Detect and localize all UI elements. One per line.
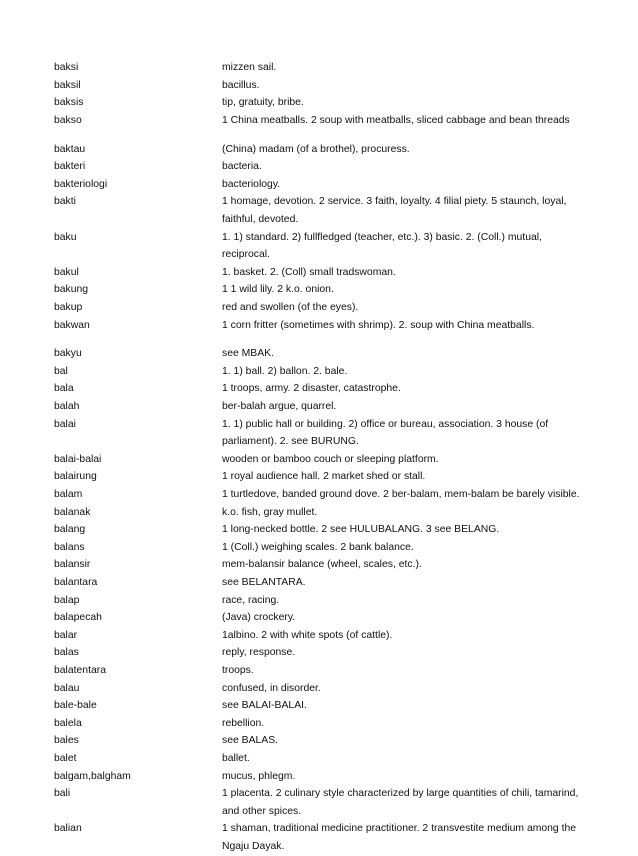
entry-definition: 1albino. 2 with white spots (of cattle). [222, 629, 393, 641]
entry-definition: troops. [222, 664, 254, 676]
entry-term: bakwan [54, 319, 90, 331]
entry-term: balai-balai [54, 453, 102, 465]
entry-term: balantara [54, 577, 98, 588]
entry-term: balansir [54, 559, 91, 571]
dictionary-entry [54, 59, 584, 77]
entry-definition: mucus, phlegm. [222, 770, 296, 782]
entry-term: balgam,balgham [54, 770, 131, 782]
entry-definition: see BELANTARA. [222, 577, 306, 588]
entry-definition: (China) madam (of a brothel), procuress. [222, 143, 410, 155]
dictionary-entry [54, 574, 584, 592]
entry-definition: bacteria. [222, 161, 262, 173]
entry-term: bala [54, 383, 74, 395]
dictionary-entry [54, 750, 584, 768]
entry-term: bal [54, 365, 68, 377]
dictionary-entry [54, 504, 584, 522]
dictionary-entries [54, 59, 584, 856]
dictionary-entry [54, 521, 584, 539]
dictionary-entry [54, 193, 584, 228]
entry-definition: reply, response. [222, 647, 296, 659]
dictionary-entry [54, 77, 584, 95]
entry-definition: race, racing. [222, 594, 280, 606]
dictionary-entry [54, 94, 584, 112]
entry-definition: rebellion. [222, 717, 265, 729]
entry-definition: 1 long-necked bottle. 2 see HULUBALANG. 3 see BELANG. [222, 524, 500, 536]
entry-definition: 1 homage, devotion. 2 service. 3 faith, loyalty. 4 filial piety. 5 staunch, loyal, faithful, devoted. [222, 196, 567, 225]
dictionary-entry [54, 380, 584, 398]
dictionary-entry [54, 398, 584, 416]
entry-definition: mizzen sail. [222, 62, 277, 73]
entry-term: balairung [54, 471, 97, 483]
dictionary-entry [54, 785, 584, 820]
entry-term: bakung [54, 284, 89, 296]
entry-term: balai [54, 418, 76, 430]
entry-term: baksil [54, 79, 81, 91]
dictionary-entry [54, 299, 584, 317]
entry-term: bakup [54, 301, 83, 313]
dictionary-entry [54, 158, 584, 176]
entry-term: bakul [54, 266, 79, 278]
entry-definition: 1. 1) standard. 2) fullfledged (teacher, etc.). 3) basic. 2. (Coll.) mutual, reciprocal. [222, 231, 542, 261]
dictionary-entry [54, 609, 584, 627]
dictionary-entry [54, 486, 584, 504]
entry-definition: red and swollen (of the eyes). [222, 301, 359, 313]
dictionary-entry [54, 592, 584, 610]
dictionary-entry [54, 556, 584, 574]
entry-term: baksi [54, 62, 79, 73]
dictionary-entry [54, 176, 584, 194]
entry-term: bakyu [54, 348, 82, 360]
entry-term: bales [54, 735, 79, 747]
entry-definition: ber-balah argue, quarrel. [222, 401, 337, 413]
entry-term: balas [54, 647, 79, 659]
dictionary-entry [54, 680, 584, 698]
dictionary-entry [54, 468, 584, 486]
entry-definition: 1 placenta. 2 culinary style characterized by large quantities of chili, tamarind, and other spices. [222, 788, 579, 817]
entry-term: balap [54, 594, 80, 606]
entry-definition: see BALAS. [222, 735, 279, 747]
entry-term: bakteriologi [54, 178, 108, 190]
entry-term: bakti [54, 196, 76, 208]
dictionary-entry [54, 317, 584, 335]
dictionary-entry [54, 345, 584, 363]
entry-definition: see BALAI-BALAI. [222, 700, 307, 712]
entry-term: balans [54, 541, 85, 553]
entry-definition: 1 (Coll.) weighing scales. 2 bank balance. [222, 541, 414, 553]
entry-definition: tip, gratuity, bribe. [222, 97, 304, 109]
entry-definition: 1 China meatballs. 2 soup with meatballs, sliced cabbage and bean threads [222, 114, 570, 126]
entry-definition: wooden or bamboo couch or sleeping platform. [222, 453, 439, 465]
entry-term: balar [54, 629, 78, 641]
entry-term: balanak [54, 506, 91, 518]
dictionary-entry [54, 539, 584, 557]
dictionary-entry [54, 141, 584, 159]
entry-definition: 1 royal audience hall. 2 market shed or stall. [222, 471, 426, 483]
entry-definition: 1 corn fritter (sometimes with shrimp). 2. soup with China meatballs. [222, 319, 535, 331]
dictionary-entry [54, 112, 584, 130]
dictionary-entry [54, 644, 584, 662]
entry-term: balatentara [54, 664, 106, 676]
dictionary-entry [54, 662, 584, 680]
entry-term: balam [54, 489, 83, 501]
entry-definition: mem-balansir balance (wheel, scales, etc.). [222, 559, 422, 571]
entry-definition: bacillus. [222, 79, 260, 91]
dictionary-entry [54, 768, 584, 786]
entry-term: bali [54, 788, 71, 800]
dictionary-entry [54, 715, 584, 733]
entry-definition: 1. 1) ball. 2) ballon. 2. bale. [222, 365, 348, 377]
entry-term: balang [54, 524, 86, 536]
entry-definition: 1 turtledove, banded ground dove. 2 ber-balam, mem-balam be barely visible. [222, 489, 580, 501]
entry-term: balian [54, 823, 82, 835]
dictionary-entry [54, 229, 584, 264]
dictionary-entry [54, 416, 584, 451]
entry-term: balela [54, 717, 82, 729]
entry-term: baktau [54, 143, 86, 155]
dictionary-entry [54, 281, 584, 299]
entry-term: balet [54, 752, 77, 764]
entry-definition: bacteriology. [222, 178, 281, 190]
entry-definition: 1. 1) public hall or building. 2) office or bureau, association. 3 house (of parliament). 2. see BURUNG. [222, 418, 549, 448]
entry-definition: 1. basket. 2. (Coll) small tradswoman. [222, 266, 396, 278]
entry-definition: 1 1 wild lily. 2 k.o. onion. [222, 284, 334, 296]
dictionary-entry [54, 264, 584, 282]
entry-term: balah [54, 401, 80, 413]
entry-definition: confused, in disorder. [222, 682, 321, 694]
dictionary-entry [54, 732, 584, 750]
entry-definition: ballet. [222, 752, 250, 764]
entry-definition: (Java) crockery. [222, 612, 296, 624]
dictionary-entry [54, 363, 584, 381]
entry-term: balapecah [54, 612, 102, 624]
entry-definition: 1 troops, army. 2 disaster, catastrophe. [222, 383, 401, 395]
dictionary-entry [54, 451, 584, 469]
dictionary-entry [54, 697, 584, 715]
entry-term: baksis [54, 97, 84, 109]
entry-definition: see MBAK. [222, 348, 274, 360]
entry-definition: k.o. fish, gray mullet. [222, 506, 318, 518]
entry-definition: 1 shaman, traditional medicine practitioner. 2 transvestite medium among the Ngaju Dayak. [222, 823, 577, 852]
entry-term: balau [54, 682, 80, 694]
entry-term: bakso [54, 114, 82, 126]
entry-term: bakteri [54, 161, 86, 173]
entry-term: baku [54, 231, 77, 243]
dictionary-entry [54, 627, 584, 645]
entry-term: bale-bale [54, 700, 97, 712]
